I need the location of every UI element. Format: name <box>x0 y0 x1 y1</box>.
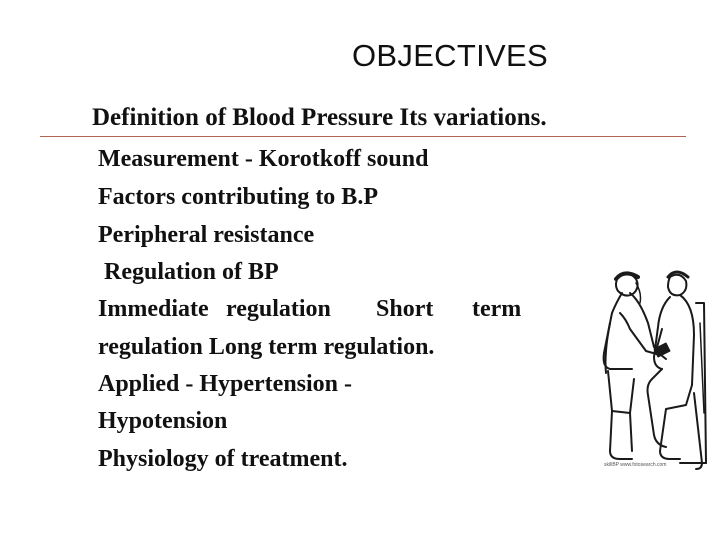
title-divider <box>40 136 686 137</box>
doctor-patient-illustration <box>596 263 708 475</box>
objective-line: Regulation of BP <box>104 259 279 285</box>
objective-line-justified <box>98 296 521 323</box>
objective-word: Immediate <box>98 296 209 322</box>
objective-word: Short <box>376 296 434 322</box>
objective-word: regulation <box>226 296 331 322</box>
slide-subtitle: Definition of Blood Pressure Its variations. <box>92 104 547 131</box>
doctor-figure <box>604 273 660 459</box>
illustration-credit: skillBP www.fotosearch.com <box>604 462 667 468</box>
patient-figure <box>648 272 705 469</box>
objective-line: Physiology of treatment. <box>98 446 348 472</box>
objective-line: Peripheral resistance <box>98 222 315 248</box>
objective-word: term <box>472 296 522 322</box>
objective-line: regulation Long term regulation. <box>98 334 435 360</box>
slide-title: OBJECTIVES <box>352 38 548 73</box>
objective-line: Factors contributing to B.P <box>98 184 378 210</box>
objective-line: Applied - Hypertension - <box>98 371 353 397</box>
objective-line: Measurement - Korotkoff sound <box>98 146 429 172</box>
objective-line: Hypotension <box>98 408 228 434</box>
